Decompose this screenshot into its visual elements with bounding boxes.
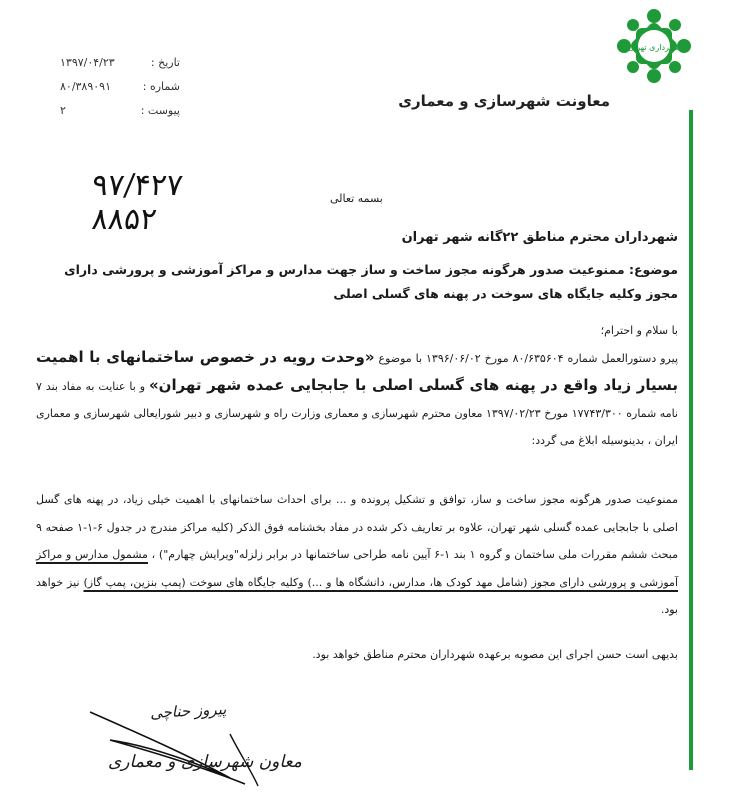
signer-title: معاون شهرسازی و معماری [108,752,302,772]
tehran-municipality-logo-icon [616,6,692,100]
para2-text-b: نیز خواهد بود. [36,575,678,616]
number-value: ۸۰/۳۸۹۰۹۱ [60,80,111,93]
para1-bold-title: «وحدت رویه در خصوص ساختمانهای با اهمیت بسیار زیاد واقع در پهنه های گسلی اصلی با جابجایی عمده شهر تهران» [36,348,678,394]
attachment-value: ۲ [60,104,66,117]
attachment-row [60,104,180,128]
handwritten-number-2: ۸۸۵۲ [90,202,159,237]
greeting: با سلام و احترام؛ [600,324,678,337]
para1-text-b: و با عنایت به مفاد بند ۷ نامه شماره ۱۷۷۴۳/۳۰۰ مورخ ۱۳۹۷/۰۲/۲۳ معاون محترم شهرسازی و معماری وزارت راه و شهرسازی و دبیر شورایعالی شهرسازی و معماری ایران ، بدینوسیله ابلاغ می گردد: [36,380,678,447]
recipient: شهرداران محترم مناطق ۲۲گانه شهر تهران [401,230,678,245]
letter-meta [60,56,180,128]
margin-rule [689,110,693,770]
para2-underlined: مشمول مدارس و مراکز آموزشی و پرورشی دارای مجوز (شامل مهد کودک ها، مدارس، دانشگاه ها و ...) وکلیه جایگاه های سوخت (پمپ بنزین، پمپ گاز) [36,548,678,589]
date-label: تاریخ : [150,56,180,69]
subject: موضوع: ممنوعیت صدور هرگونه مجوز ساخت و ساز جهت مدارس و مراکز آموزشی و پرورشی دارای مجوز وکلیه جایگاه های سوخت در پهنه های گسلی اصلی [64,262,678,301]
date-row [60,56,180,80]
handwritten-number-1: ۹۷/۴۲۷ [90,168,185,203]
para1-text-a: پیرو دستورالعمل شماره ۸۰/۶۳۵۶۰۴ مورخ ۱۳۹۶/۰۶/۰۲ با موضوع [374,352,679,365]
organization-title: معاونت شهرسازی و معماری [398,92,610,110]
attachment-label: پیوست : [140,104,180,117]
para2-text-a: ممنوعیت صدور هرگونه مجوز ساخت و ساز، توافق و تشکیل پرونده و ... برای احداث ساختمانهای با اهمیت خیلی زیاد، در پهنه های گسل اصلی با جابجایی عمده گسلی شهر تهران، علاوه بر تعاریف ذکر شده در مفاد بخشنامه فوق الذکر (کلیه مراکز مندرج در جدول ۶-۱-۱ صفحه ۹ مبحث ششم مقررات ملی ساختمان و گروه ۱ بند ۱-۶ آیین نامه طراحی ساختمانها در برابر زلزله"ویرایش چهارم") ، [36,493,679,561]
closing-statement: بدیهی است حسن اجرای این مصوبه برعهده شهرداران محترم مناطق خواهد بود. [312,648,678,661]
signer-name: پیروز حناچی [149,700,227,722]
date-value: ۱۳۹۷/۰۴/۲۳ [60,56,115,69]
logo-text: شهرداری تهران [628,43,680,52]
number-row [60,80,180,104]
paragraph-directive [36,486,678,624]
basmala: بسمه تعالی [330,192,383,205]
paragraph-reference [36,344,678,454]
number-label: شماره : [142,80,180,93]
